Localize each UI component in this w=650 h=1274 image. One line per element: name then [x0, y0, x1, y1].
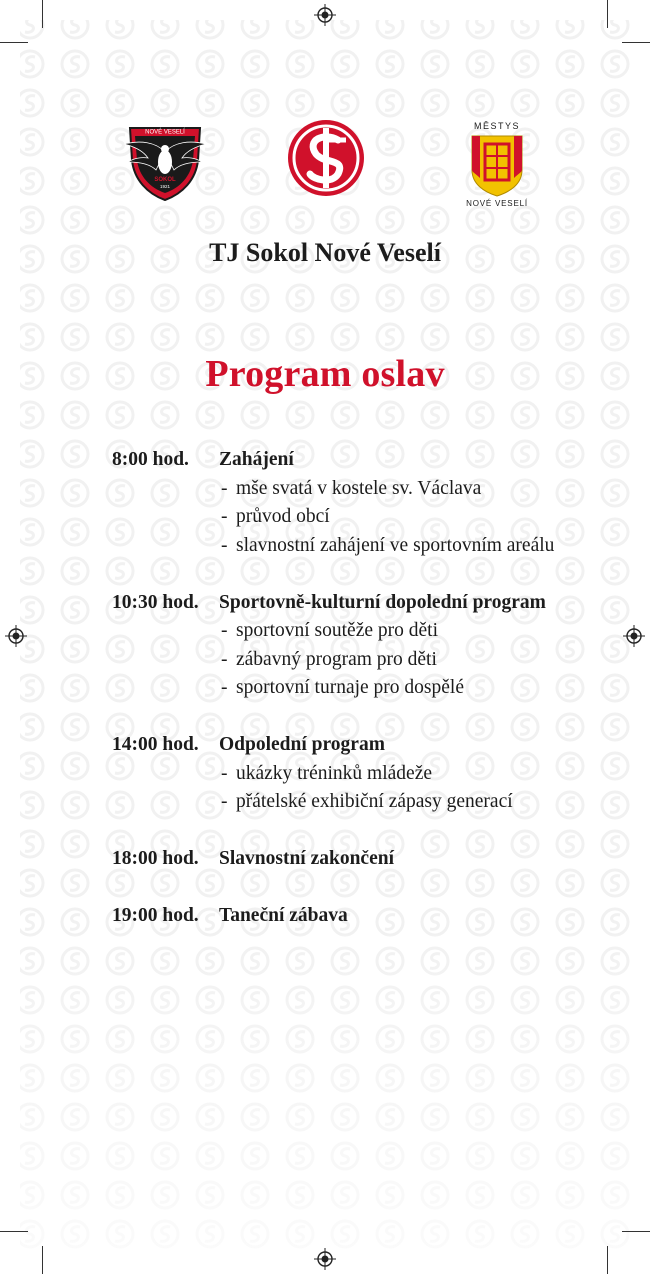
- registration-mark-icon: [314, 1248, 336, 1270]
- registration-mark-icon: [5, 625, 27, 647]
- entry-time: 8:00 hod.: [112, 449, 189, 470]
- entry-item: - slavnostní zahájení ve sportovním areálu: [219, 532, 582, 561]
- crop-mark: [607, 0, 608, 28]
- town-logo-bottom-text: NOVÉ VESELÍ: [466, 199, 528, 208]
- town-coat-of-arms-logo: [464, 118, 530, 208]
- registration-mark-icon: [314, 4, 336, 26]
- club-logo-year: 1921: [159, 184, 171, 189]
- crop-mark: [607, 1246, 608, 1274]
- club-logo-mid-text: SOKOL: [154, 177, 176, 183]
- entry-item: - sportovní turnaje pro dospělé: [219, 674, 582, 703]
- schedule-entry: [112, 446, 582, 560]
- entry-item: - průvod obcí: [219, 503, 582, 532]
- entry-item: - sportovní soutěže pro děti: [219, 617, 582, 646]
- crop-mark: [42, 1246, 43, 1274]
- entry-item: - ukázky tréninků mládeže: [219, 760, 582, 789]
- entry-title: Slavnostní zakončení: [219, 848, 394, 869]
- club-shield-logo: [122, 120, 208, 202]
- schedule-entry: [112, 731, 582, 817]
- entry-item: - zábavný program pro děti: [219, 646, 582, 675]
- crop-mark: [0, 1231, 28, 1232]
- crop-mark: [0, 42, 28, 43]
- entry-title: Odpolední program: [219, 734, 385, 755]
- entry-time: 18:00 hod.: [112, 848, 199, 869]
- schedule-entry: [112, 902, 582, 931]
- club-logo-top-text: NOVÉ VESELÍ: [145, 129, 185, 136]
- schedule-entry: [112, 589, 582, 703]
- schedule-entry: [112, 845, 582, 874]
- entry-item: - mše svatá v kostele sv. Václava: [219, 475, 582, 504]
- town-logo-top-text: MĚSTYS: [473, 121, 521, 131]
- registration-mark-icon: [623, 625, 645, 647]
- entry-time: 19:00 hod.: [112, 905, 199, 926]
- entry-title: Taneční zábava: [219, 905, 348, 926]
- entry-time: 14:00 hod.: [112, 734, 199, 755]
- entry-item: - přátelské exhibiční zápasy generací: [219, 788, 582, 817]
- entry-title: Zahájení: [219, 449, 294, 470]
- crop-mark: [42, 0, 43, 28]
- program-schedule: [112, 446, 582, 931]
- club-name: TJ Sokol Nové Veselí: [209, 238, 441, 267]
- sokol-emblem-logo: [286, 118, 366, 198]
- page-title: Program oslav: [205, 353, 445, 395]
- crop-mark: [622, 42, 650, 43]
- entry-time: 10:30 hod.: [112, 591, 199, 613]
- crop-mark: [622, 1231, 650, 1232]
- entry-title: Sportovně-kulturní dopolední program: [219, 591, 546, 613]
